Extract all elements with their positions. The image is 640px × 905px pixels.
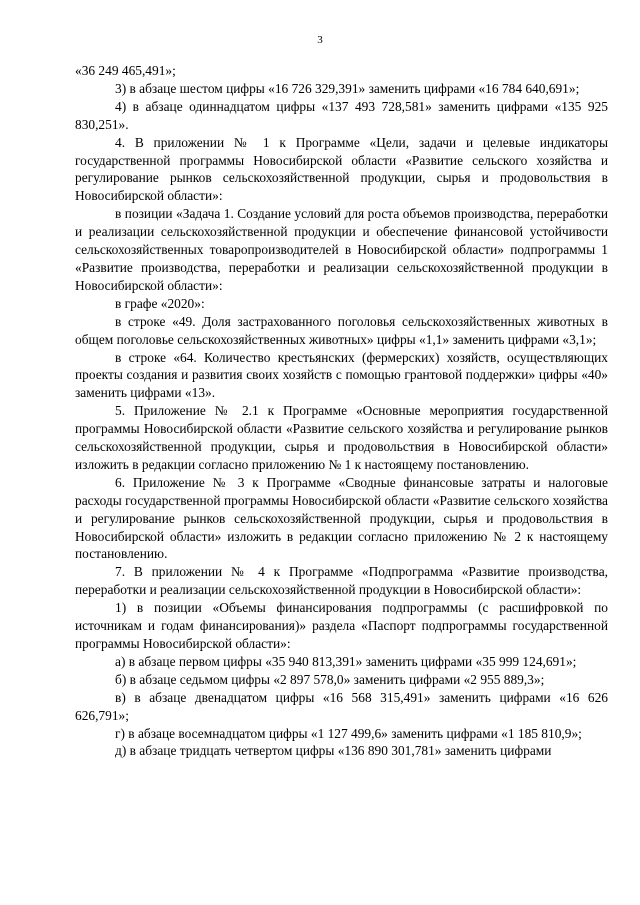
paragraph: 1) в позиции «Объемы финансирования подпрограммы (с расшифровкой по источникам и годам финансирования)» раздела «Паспорт подпрограммы государственной программы Новосибирской области»: xyxy=(75,600,608,651)
paragraph: 3) в абзаце шестом цифры «16 726 329,391» заменить цифрами «16 784 640,691»; xyxy=(115,80,580,96)
paragraph: в позиции «Задача 1. Создание условий для роста объемов производства, переработки и реализации сельскохозяйственной продукции и обеспечение финансовой устойчивости сельскохозяйственных товаропроизводителей в Новосибирской области» подпрограммы 1 «Развитие производства, переработки и реализации сельскохозяйственной продукции в Новосибирской области»: xyxy=(75,206,608,293)
paragraph: 4. В приложении № 1 к Программе «Цели, задачи и целевые индикаторы государственной программы Новосибирской области «Развитие сельского хозяйства и регулирование рынков сельскохозяйственной продукции, сырья и продовольствия в Новосибирской области»: xyxy=(75,134,608,204)
paragraph: «36 249 465,491»; xyxy=(75,63,176,78)
paragraph: б) в абзаце седьмом цифры «2 897 578,0» заменить цифрами «2 955 889,3»; xyxy=(115,671,545,687)
paragraph: д) в абзаце тридцать четвертом цифры «136 890 301,781» заменить цифрами xyxy=(115,743,552,759)
paragraph: 4) в абзаце одиннадцатом цифры «137 493 728,581» заменить цифрами «135 925 830,251». xyxy=(75,98,608,132)
paragraph: в графе «2020»: xyxy=(115,295,205,311)
paragraph: г) в абзаце восемнадцатом цифры «1 127 499,6» заменить цифрами «1 185 810,9»; xyxy=(115,725,582,741)
paragraph: в строке «49. Доля застрахованного поголовья сельскохозяйственных животных в общем поголовье сельскохозяйственных животных» цифры «1,1» заменить цифрами «3,1»; xyxy=(75,313,608,347)
paragraph: а) в абзаце первом цифры «35 940 813,391» заменить цифрами «35 999 124,691»; xyxy=(115,653,577,669)
paragraph: в строке «64. Количество крестьянских (фермерских) хозяйств, осуществляющих проекты создания и развития своих хозяйств с помощью грантовой поддержки» цифры «40» заменить цифрами «13». xyxy=(75,349,608,401)
document-body xyxy=(75,62,608,760)
paragraph: в) в абзаце двенадцатом цифры «16 568 315,491» заменить цифрами «16 626 626,791»; xyxy=(75,689,608,723)
paragraph: 6. Приложение № 3 к Программе «Сводные финансовые затраты и налоговые расходы государственной программы Новосибирской области «Развитие сельского хозяйства и регулирование рынков сельскохозяйственной продукции, сырья и продовольствия в Новосибирской области» изложить в редакции согласно приложению № 2 к настоящему постановлению. xyxy=(75,474,608,562)
paragraph: 7. В приложении № 4 к Программе «Подпрограмма «Развитие производства, переработки и реализации сельскохозяйственной продукции в Новосибирской области»: xyxy=(75,564,608,598)
page-number: 3 xyxy=(317,34,323,46)
paragraph: 5. Приложение № 2.1 к Программе «Основные мероприятия государственной программы Новосибирской области «Развитие сельского хозяйства и регулирование рынков сельскохозяйственной продукции, сырья и продовольствия в Новосибирской области» изложить в редакции согласно приложению № 1 к настоящему постановлению. xyxy=(75,403,608,472)
